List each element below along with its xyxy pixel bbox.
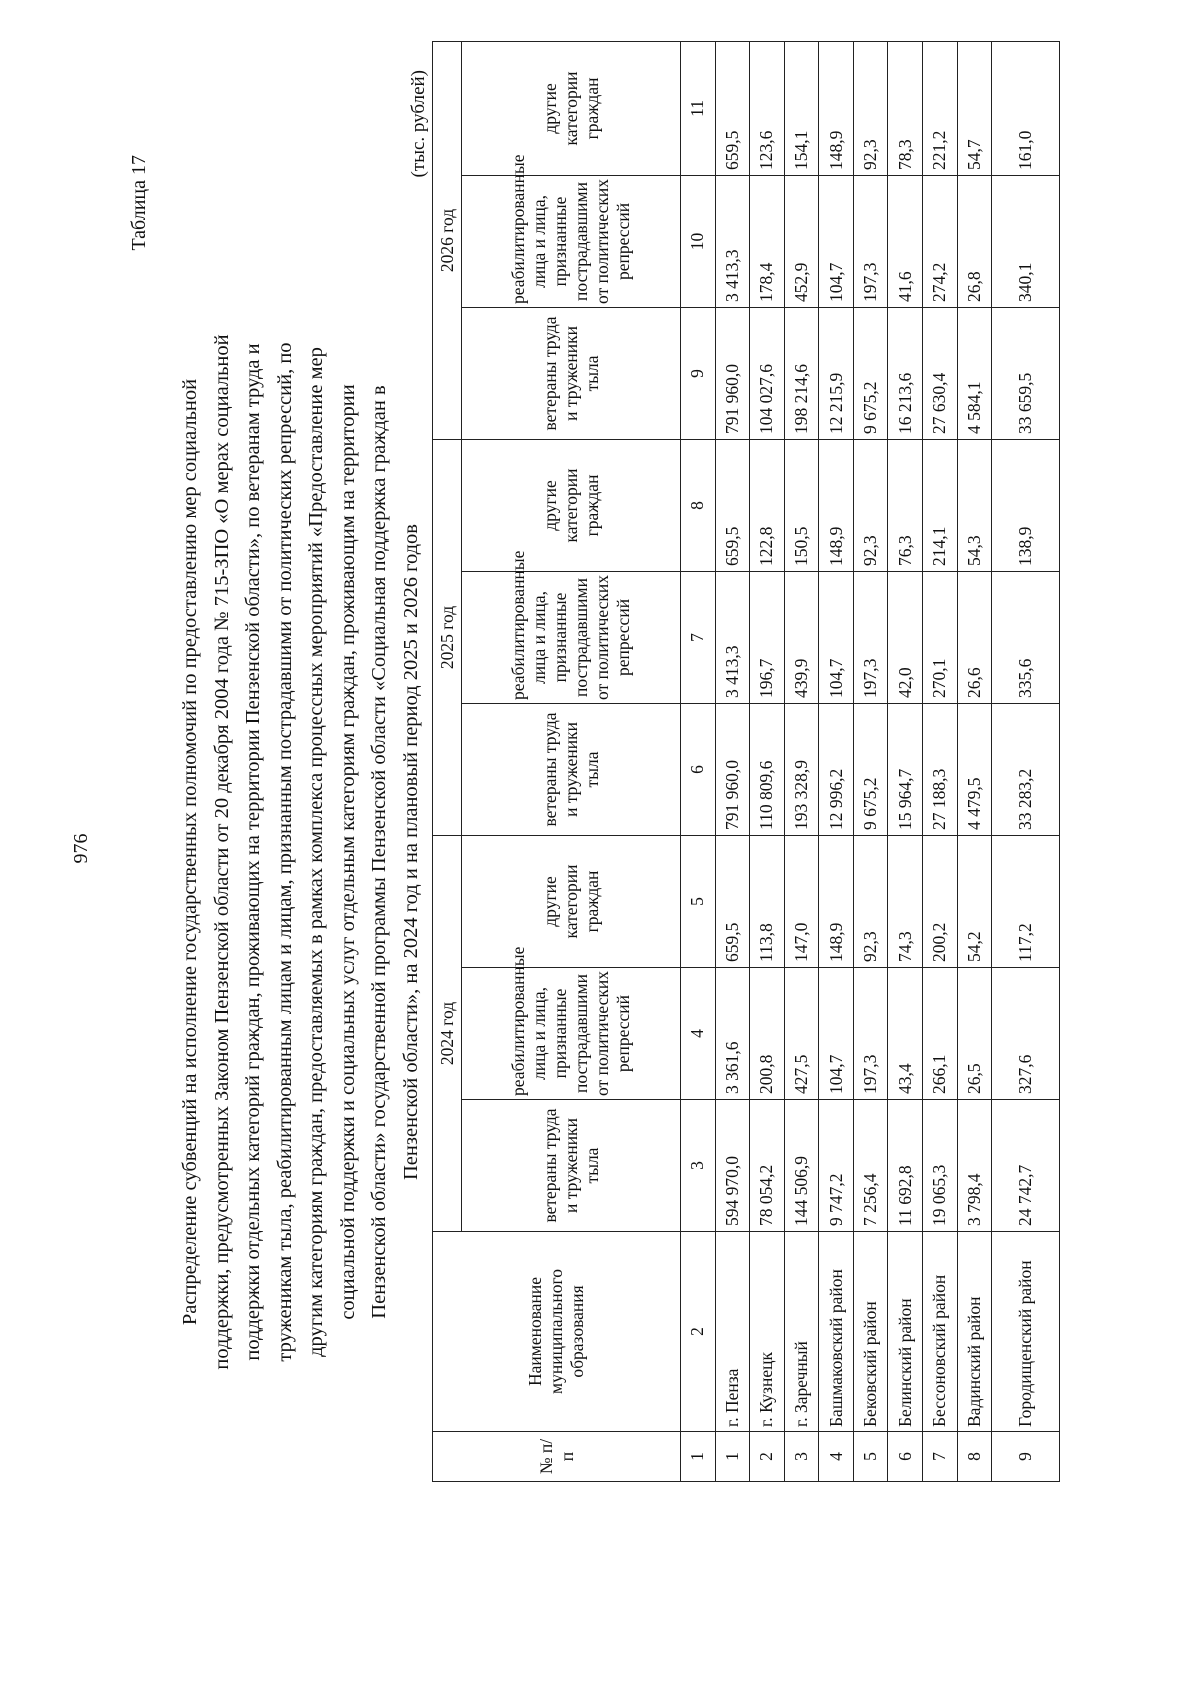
table-cell: 41,6 [888,175,923,307]
table-cell: 43,4 [888,968,923,1100]
table-cell: 9 675,2 [853,307,888,439]
header-veterans: ветераны труда и труженики тыла [462,307,681,439]
table-cell: 104,7 [819,571,854,703]
table-cell: 327,6 [992,968,1060,1100]
column-number: 11 [681,41,716,175]
municipality-name: г. Пенза [715,1232,750,1432]
table-cell: 3 413,3 [715,175,750,307]
table-cell: 33 659,5 [992,307,1060,439]
table-cell: 54,3 [957,439,992,571]
table-cell: 27 630,4 [922,307,957,439]
table-cell: 270,1 [922,571,957,703]
header-year-2026: 2026 год [433,41,462,439]
table-cell: 76,3 [888,439,923,571]
table-cell: 335,6 [992,571,1060,703]
column-number: 2 [681,1232,716,1432]
table-cell: 74,3 [888,835,923,967]
table-cell: 3 361,6 [715,968,750,1100]
table-row [922,41,957,1481]
header-other-categories: другие категории граждан [462,439,681,571]
table-cell: 33 283,2 [992,703,1060,835]
table-cell: 452,9 [784,175,819,307]
table-cell: 54,2 [957,835,992,967]
table-label: Таблица 17 [128,155,150,251]
title-line: поддержки отдельных категорий граждан, проживающих на территории Пензенской области», по ветеранам труда и [242,343,264,1361]
table-cell: 26,6 [957,571,992,703]
table-cell: 104,7 [819,968,854,1100]
table-row [784,41,819,1481]
table-cell: 594 970,0 [715,1100,750,1232]
table-cell: 11 692,8 [888,1100,923,1232]
table-cell: 104 027,6 [750,307,785,439]
table-cell: 3 798,4 [957,1100,992,1232]
subvention-table [432,41,1060,1482]
table-cell: 92,3 [853,835,888,967]
municipality-name: Городищенский район [992,1232,1060,1432]
table-row [957,41,992,1481]
table-cell: 110 809,6 [750,703,785,835]
column-number: 9 [681,307,716,439]
table-cell: 154,1 [784,41,819,175]
table-cell: 197,3 [853,968,888,1100]
municipality-name: Бековский район [853,1232,888,1432]
table-cell: 659,5 [715,439,750,571]
municipality-name: Бессоновский район [922,1232,957,1432]
table-cell: 7 256,4 [853,1100,888,1232]
header-rehabilitated: реабилитированные лица и лица, признанные пострадавшими от политических репрессий [462,968,681,1100]
table-cell: 198 214,6 [784,307,819,439]
row-number: 8 [957,1432,992,1482]
table-cell: 9 675,2 [853,703,888,835]
table-row [992,41,1060,1481]
title-line: труженикам тыла, реабилитированным лицам и лицам, признанным пострадавшими от политических репрессий, по [273,342,296,1362]
table-cell: 266,1 [922,968,957,1100]
table-cell: 54,7 [957,41,992,175]
table-cell: 200,2 [922,835,957,967]
table-cell: 19 065,3 [922,1100,957,1232]
table-cell: 4 479,5 [957,703,992,835]
header-rehabilitated: реабилитированные лица и лица, признанные пострадавшими от политических репрессий [462,175,681,307]
table-cell: 78,3 [888,41,923,175]
column-number: 5 [681,835,716,967]
row-number: 6 [888,1432,923,1482]
row-number: 4 [819,1432,854,1482]
column-number: 6 [681,703,716,835]
row-number: 5 [853,1432,888,1482]
table-row [750,41,785,1481]
table-cell: 27 188,3 [922,703,957,835]
row-number: 2 [750,1432,785,1482]
table-cell: 659,5 [715,835,750,967]
municipality-name: г. Кузнецк [750,1232,785,1432]
table-cell: 104,7 [819,175,854,307]
table-cell: 148,9 [819,835,854,967]
table-cell: 12 215,9 [819,307,854,439]
table-cell: 92,3 [853,439,888,571]
table-cell: 427,5 [784,968,819,1100]
header-row-years [433,41,462,1481]
title-line: Пензенской области» государственной программы Пензенской области «Социальная поддержка граждан в [368,385,390,1319]
units-label: (тыс. рублей) [408,70,429,178]
municipality-name: Башмаковский район [819,1232,854,1432]
table-cell: 178,4 [750,175,785,307]
table-cell: 274,2 [922,175,957,307]
column-number: 4 [681,968,716,1100]
title-line: социальной поддержки и социальных услуг отдельным категориям граждан, проживающим на территории [336,384,359,1320]
table-cell: 4 584,1 [957,307,992,439]
table-cell: 791 960,0 [715,307,750,439]
header-number: № п/п [433,1432,681,1482]
table-cell: 92,3 [853,41,888,175]
table-cell: 340,1 [992,175,1060,307]
header-rehabilitated: реабилитированные лица и лица, признанные пострадавшими от политических репрессий [462,571,681,703]
column-number: 3 [681,1100,716,1232]
header-other-categories: другие категории граждан [462,41,681,175]
table-cell: 113,8 [750,835,785,967]
row-number: 9 [992,1432,1060,1482]
table-cell: 197,3 [853,571,888,703]
table-cell: 16 213,6 [888,307,923,439]
table-cell: 122,8 [750,439,785,571]
table-cell: 150,5 [784,439,819,571]
table-cell: 148,9 [819,439,854,571]
table-row [819,41,854,1481]
page-number: 976 [70,833,92,864]
row-number: 7 [922,1432,957,1482]
table-cell: 123,6 [750,41,785,175]
title-line: поддержки, предусмотренных Законом Пензенской области от 20 декабря 2004 года № 715-ЗПО «О мерах социальной [210,334,233,1370]
table-row [715,41,750,1481]
table-cell: 196,7 [750,571,785,703]
column-number: 1 [681,1432,716,1482]
table-cell: 26,5 [957,968,992,1100]
table-cell: 144 506,9 [784,1100,819,1232]
table-cell: 214,1 [922,439,957,571]
table-cell: 138,9 [992,439,1060,571]
table-row [888,41,923,1481]
title-line: Пензенской области», на 2024 год и на плановый период 2025 и 2026 годов [399,524,422,1180]
table-cell: 42,0 [888,571,923,703]
table-title [175,117,427,1587]
table-cell: 147,0 [784,835,819,967]
table-cell: 197,3 [853,175,888,307]
table-cell: 12 996,2 [819,703,854,835]
table-cell: 9 747,2 [819,1100,854,1232]
header-municipality: Наименование муниципального образования [433,1232,681,1432]
table-cell: 3 413,3 [715,571,750,703]
table-cell: 221,2 [922,41,957,175]
header-year-2024: 2024 год [433,835,462,1231]
header-other-categories: другие категории граждан [462,835,681,967]
table-cell: 148,9 [819,41,854,175]
column-number: 7 [681,571,716,703]
column-number: 8 [681,439,716,571]
table-cell: 15 964,7 [888,703,923,835]
table-cell: 117,2 [992,835,1060,967]
header-veterans: ветераны труда и труженики тыла [462,703,681,835]
header-year-2025: 2025 год [433,439,462,835]
header-veterans: ветераны труда и труженики тыла [462,1100,681,1232]
table-row [853,41,888,1481]
municipality-name: Вадинский район [957,1232,992,1432]
title-line: Распределение субвенций на исполнение государственных полномочий по предоставлению мер социальной [179,378,201,1326]
table-cell: 26,8 [957,175,992,307]
column-number-row [681,41,716,1481]
municipality-name: Белинский район [888,1232,923,1432]
title-line: другим категориям граждан, предоставляемых в рамках комплекса процессных мероприятий «Предоставление мер [305,347,327,1357]
table-cell: 791 960,0 [715,703,750,835]
row-number: 3 [784,1432,819,1482]
table-cell: 439,9 [784,571,819,703]
table-cell: 659,5 [715,41,750,175]
row-number: 1 [715,1432,750,1482]
table-cell: 78 054,2 [750,1100,785,1232]
table-cell: 193 328,9 [784,703,819,835]
table-cell: 200,8 [750,968,785,1100]
table-cell: 24 742,7 [992,1100,1060,1232]
municipality-name: г. Заречный [784,1232,819,1432]
table-cell: 161,0 [992,41,1060,175]
column-number: 10 [681,175,716,307]
